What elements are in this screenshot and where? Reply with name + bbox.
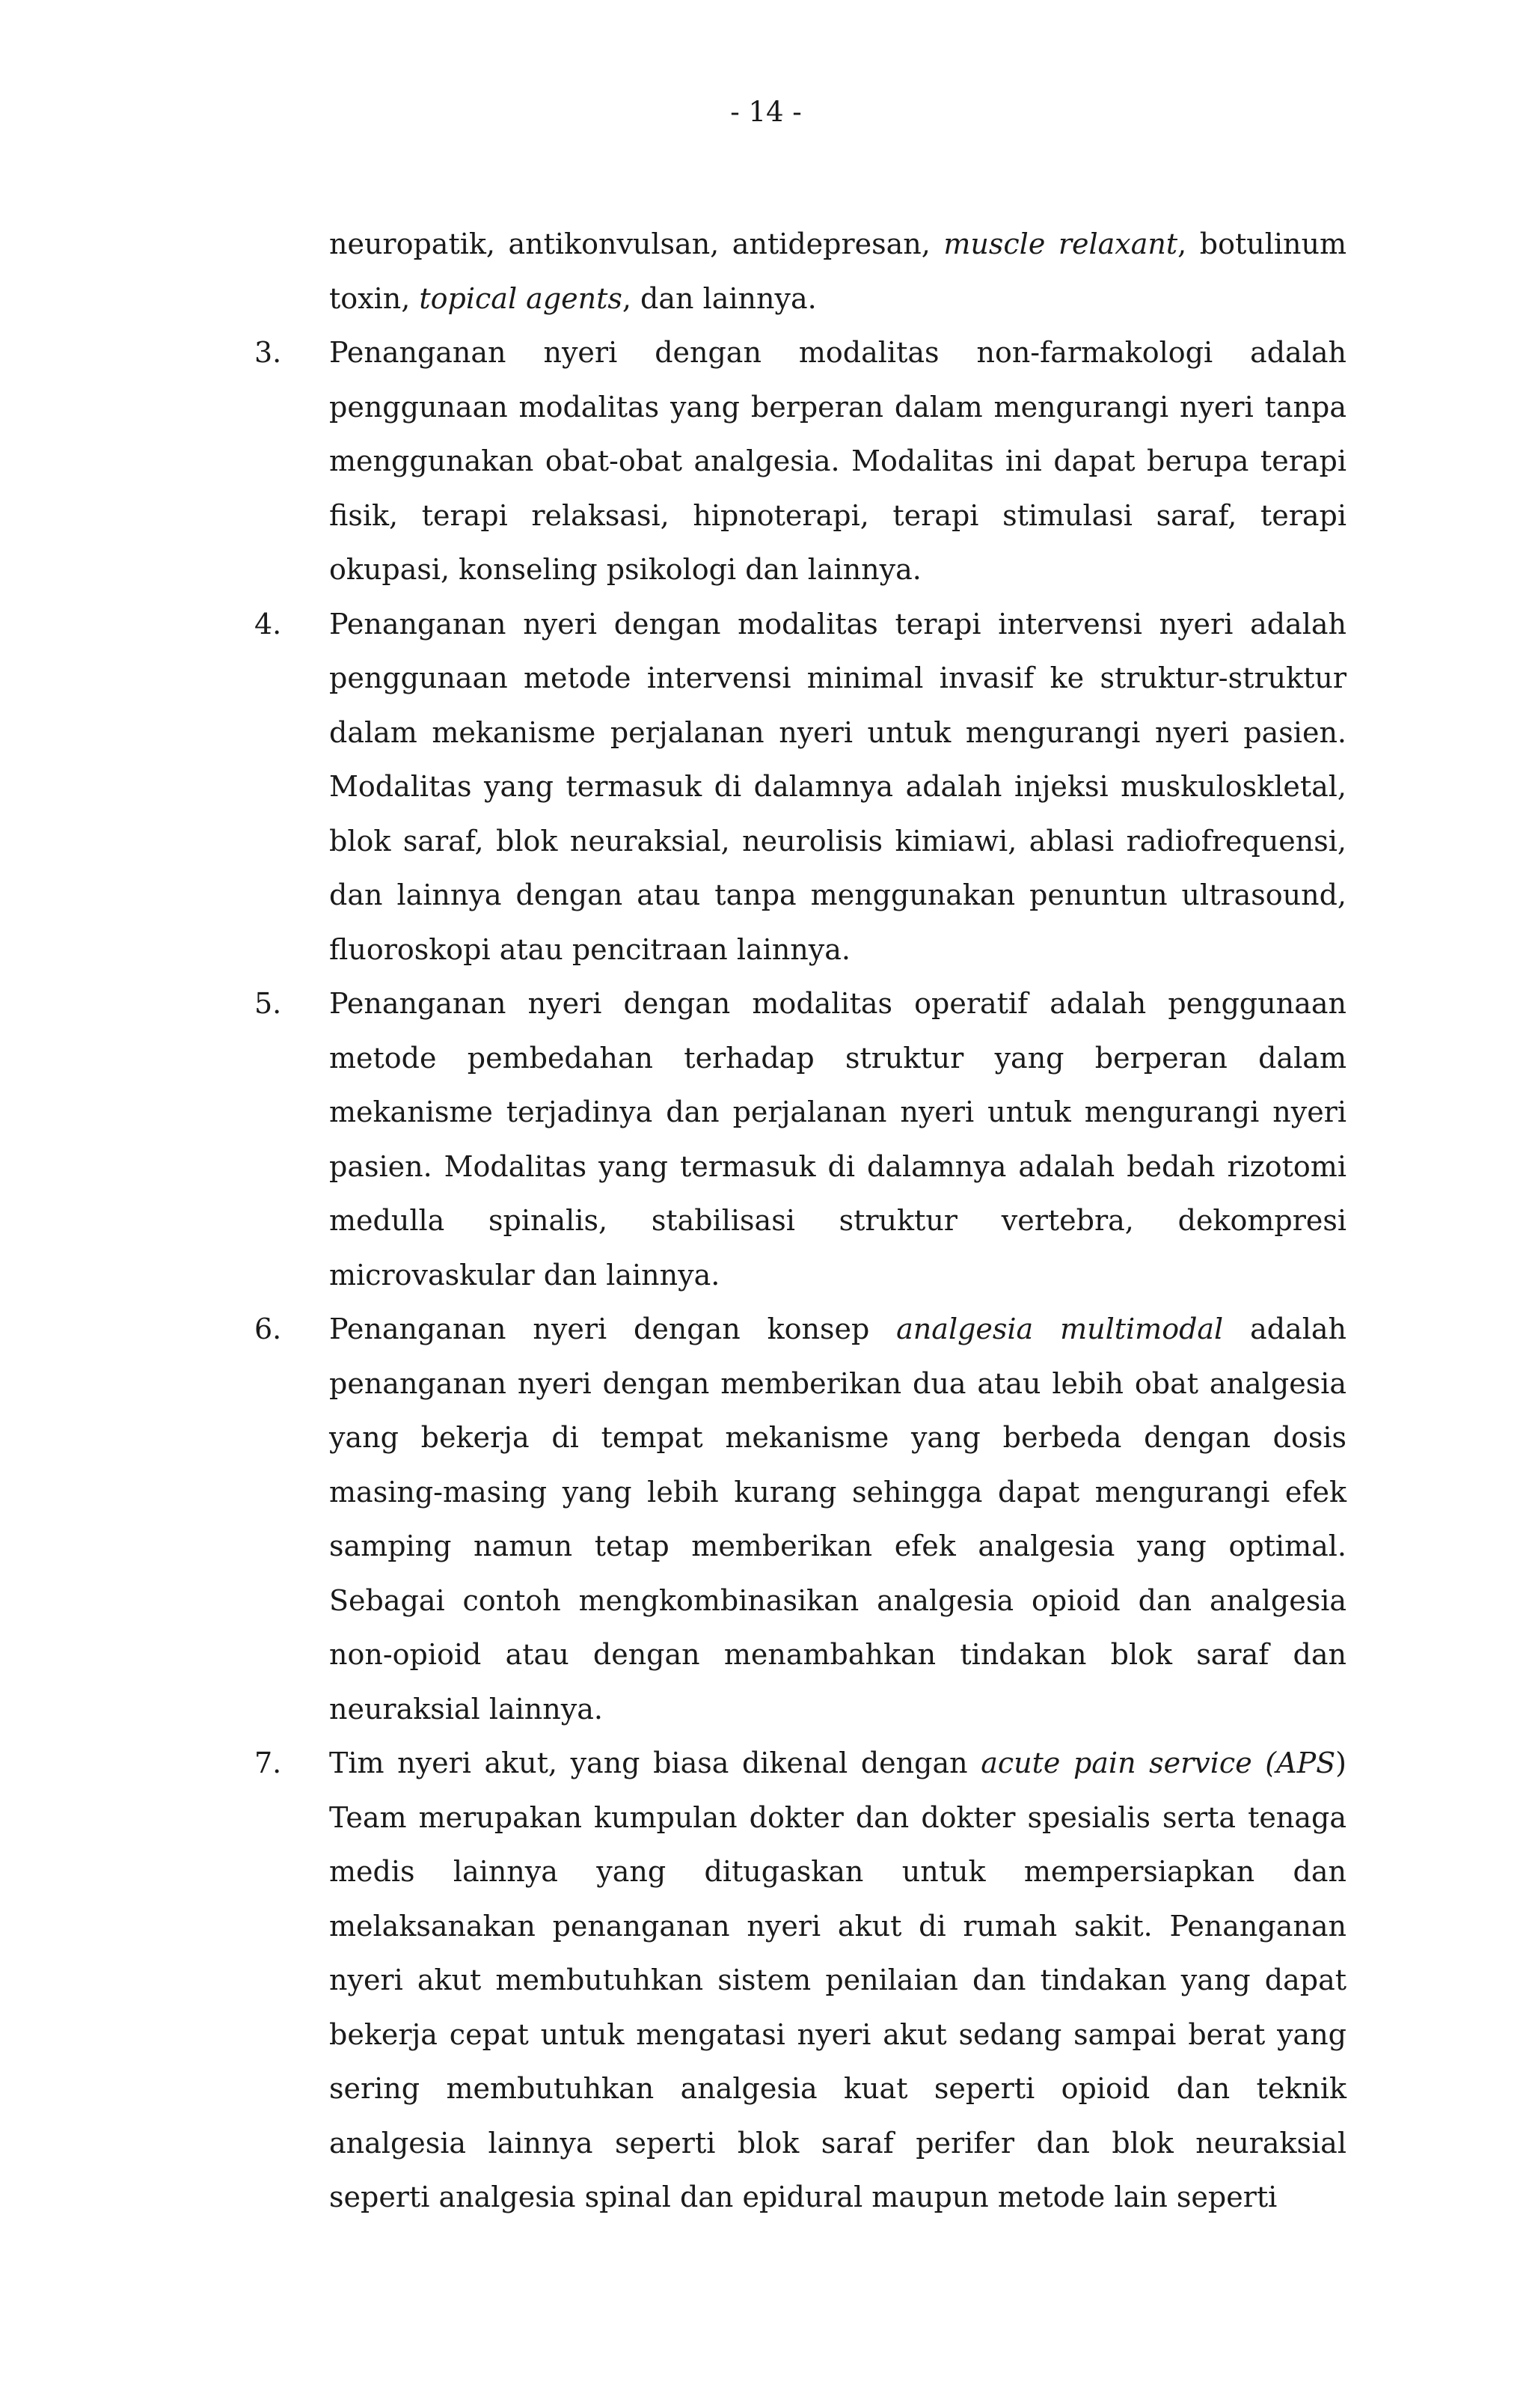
item-7-italic: acute pain service (APS	[981, 1747, 1336, 1779]
intro-text-1: neuropatik, antikonvulsan, antidepresan,	[329, 227, 944, 260]
intro-italic-2: topical agents	[419, 281, 622, 315]
document-body	[254, 217, 1346, 2225]
list-number: 3.	[254, 336, 282, 369]
continuation-paragraph	[329, 217, 1346, 326]
list-number: 7.	[254, 1747, 282, 1779]
list-item-text: Penanganan nyeri dengan modalitas terapi intervensi nyeri adalah penggunaan metode intervensi minimal invasif ke struktur-struktur dalam mekanisme perjalanan nyeri untuk mengurangi nyeri pasien. Modalitas yang termasuk di dalamnya adalah injeksi muskuloskletal, blok saraf, blok neuraksial, neurolisis kimiawi, ablasi radiofrequensi, dan lainnya dengan atau tanpa menggunakan penuntun ultrasound, fluoroskopi atau pencitraan lainnya.	[329, 607, 1346, 966]
list-item-4	[254, 597, 1346, 977]
list-item-6	[254, 1302, 1346, 1736]
list-item-text	[329, 1736, 1346, 2225]
item-6-italic: analgesia multimodal	[896, 1313, 1224, 1345]
list-item-7	[254, 1736, 1346, 2225]
list-number: 6.	[254, 1313, 282, 1345]
item-7-text-2: ) Team merupakan kumpulan dokter dan dokter spesialis serta tenaga medis lainnya yang ditugaskan untuk mempersiapkan dan melaksanakan penanganan nyeri akut di rumah sakit. Penanganan nyeri akut membutuhkan sistem penilaian dan tindakan yang dapat bekerja cepat untuk mengatasi nyeri akut sedang sampai berat yang sering membutuhkan analgesia kuat seperti opioid dan teknik analgesia lainnya seperti blok saraf perifer dan blok neuraksial seperti analgesia spinal dan epidural maupun metode lain seperti	[329, 1747, 1346, 2213]
list-item-text	[329, 1302, 1346, 1736]
intro-text-2: , botulinum toxin,	[329, 227, 1346, 315]
item-7-text-1: Tim nyeri akut, yang biasa dikenal dengan	[329, 1747, 981, 1779]
intro-text-3: , dan lainnya.	[622, 281, 817, 315]
list-item-5	[254, 977, 1346, 1302]
page-number: - 14 -	[730, 96, 802, 128]
list-item-text: Penanganan nyeri dengan modalitas operatif adalah penggunaan metode pembedahan terhadap struktur yang berperan dalam mekanisme terjadinya dan perjalanan nyeri untuk mengurangi nyeri pasien. Modalitas yang termasuk di dalamnya adalah bedah rizotomi medulla spinalis, stabilisasi struktur vertebra, dekompresi microvaskular dan lainnya.	[329, 987, 1346, 1292]
list-number: 4.	[254, 607, 282, 641]
list-item-3	[254, 326, 1346, 597]
intro-italic-1: muscle relaxant	[943, 227, 1178, 260]
list-number: 5.	[254, 987, 282, 1020]
item-6-text-2: adalah penanganan nyeri dengan memberikan dua atau lebih obat analgesia yang bekerja di tempat mekanisme yang berbeda dengan dosis masing-masing yang lebih kurang sehingga dapat mengurangi efek samping namun tetap memberikan efek analgesia yang optimal. Sebagai contoh mengkombinasikan analgesia opioid dan analgesia non-opioid atau dengan menambahkan tindakan blok saraf dan neuraksial lainnya.	[329, 1313, 1346, 1726]
list-item-text: Penanganan nyeri dengan modalitas non-farmakologi adalah penggunaan modalitas yang berperan dalam mengurangi nyeri tanpa menggunakan obat-obat analgesia. Modalitas ini dapat berupa terapi fisik, terapi relaksasi, hipnoterapi, terapi stimulasi saraf, terapi okupasi, konseling psikologi dan lainnya.	[329, 336, 1346, 586]
item-6-text-1: Penanganan nyeri dengan konsep	[329, 1313, 897, 1345]
